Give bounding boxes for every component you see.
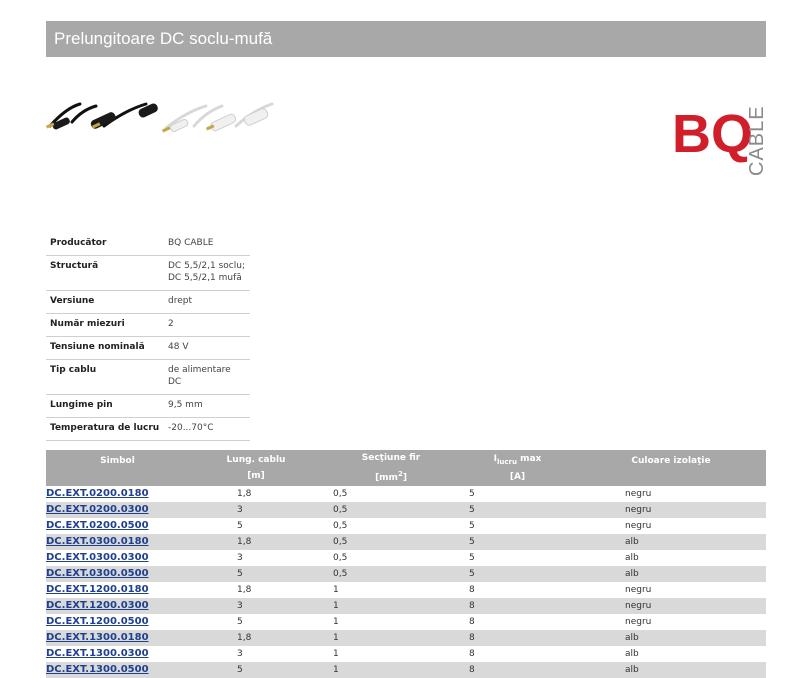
cell-length: 3: [189, 502, 323, 518]
table-row: [46, 614, 766, 630]
cell-color: alb: [576, 630, 766, 646]
spec-key: Tensiune nominală: [46, 337, 164, 360]
product-link[interactable]: DC.EXT.0200.0180: [46, 488, 149, 499]
cell-color: alb: [625, 552, 639, 563]
cell-symbol: [46, 582, 189, 598]
cell-color: alb: [576, 662, 766, 678]
spec-value: BQ CABLE: [164, 233, 250, 256]
cell-current: 5: [459, 534, 576, 550]
header-color: Culoare izolaţie: [576, 450, 766, 486]
cell-current: 8: [459, 630, 576, 646]
cell-section: 1: [333, 648, 339, 659]
table-row: [46, 630, 766, 646]
cell-length: 5: [189, 566, 323, 582]
spec-key: Temperatura de lucru: [46, 418, 164, 441]
cell-length: 5: [189, 662, 323, 678]
spec-value: DC 5,5/2,1 soclu; DC 5,5/2,1 mufă: [164, 256, 250, 291]
cell-current: 5: [469, 520, 475, 531]
spec-key: Tip cablu: [46, 360, 164, 395]
cell-section: 0,5: [323, 502, 459, 518]
cell-length: 1,8: [237, 584, 252, 595]
spec-key: Structură: [46, 256, 164, 291]
header-current: $I_{lucru}$ max [A]: [459, 450, 576, 486]
table-row: [46, 518, 766, 534]
cell-section: 1: [323, 662, 459, 678]
cell-length: 3: [189, 598, 323, 614]
cell-section: 1: [323, 598, 459, 614]
cell-symbol: [46, 550, 189, 566]
table-row: [46, 566, 766, 582]
cell-symbol: [46, 630, 189, 646]
spec-row: [46, 291, 250, 314]
header-length: Lung. cablu [m]: [189, 450, 323, 486]
spec-table: [46, 233, 250, 441]
header-symbol: Simbol: [46, 450, 189, 486]
product-link[interactable]: DC.EXT.0200.0300: [46, 504, 149, 515]
cell-color: negru: [576, 598, 766, 614]
table-row: [46, 550, 766, 566]
cell-section: 1: [333, 584, 339, 595]
cell-symbol: [46, 614, 189, 630]
cell-current: 8: [469, 616, 475, 627]
cell-current: 8: [459, 662, 576, 678]
spec-row: [46, 360, 250, 395]
spec-key: Versiune: [46, 291, 164, 314]
product-link[interactable]: DC.EXT.0300.0500: [46, 568, 149, 579]
cell-color: alb: [576, 534, 766, 550]
cell-section: 1: [323, 630, 459, 646]
table-row: [46, 502, 766, 518]
cell-section: 0,5: [323, 534, 459, 550]
product-image: [46, 98, 276, 140]
cell-current: 8: [459, 598, 576, 614]
spec-row: [46, 418, 250, 441]
svg-text:BQ: BQ: [672, 104, 753, 164]
spec-value: 9,5 mm: [164, 395, 250, 418]
product-link[interactable]: DC.EXT.1200.0500: [46, 616, 149, 627]
cell-length: 1,8: [237, 488, 252, 499]
bq-cable-logo: [668, 100, 768, 192]
page-title: Prelungitoare DC soclu-mufă: [54, 29, 273, 48]
cell-current: 5: [459, 502, 576, 518]
cell-symbol: [46, 646, 189, 662]
cell-section: 1: [333, 616, 339, 627]
cell-current: 5: [459, 566, 576, 582]
cell-symbol: [46, 566, 189, 582]
cell-length: 1,8: [189, 534, 323, 550]
spec-row: [46, 233, 250, 256]
table-row: [46, 662, 766, 678]
cell-color: alb: [576, 566, 766, 582]
header-section: Secţiune fir $[mm^2]$: [323, 450, 459, 486]
table-row: [46, 582, 766, 598]
cell-color: negru: [625, 488, 652, 499]
product-link[interactable]: DC.EXT.1300.0180: [46, 632, 149, 643]
spec-row: [46, 337, 250, 360]
spec-value: drept: [164, 291, 250, 314]
table-row: [46, 534, 766, 550]
spec-value: de alimentare DC: [164, 360, 250, 395]
spec-row: [46, 314, 250, 337]
cell-current: 8: [469, 584, 475, 595]
product-link[interactable]: DC.EXT.1300.0500: [46, 664, 149, 675]
product-link[interactable]: DC.EXT.1200.0300: [46, 600, 149, 611]
title-bar: [46, 21, 766, 57]
cell-color: negru: [576, 502, 766, 518]
product-link[interactable]: DC.EXT.0200.0500: [46, 520, 149, 531]
spec-row: [46, 256, 250, 291]
cell-current: 5: [469, 488, 475, 499]
cell-symbol: [46, 518, 189, 534]
cell-symbol: [46, 598, 189, 614]
svg-text:CABLE: CABLE: [746, 105, 768, 176]
table-row: [46, 598, 766, 614]
product-link[interactable]: DC.EXT.0300.0180: [46, 536, 149, 547]
table-row: [46, 646, 766, 662]
spec-key: Producător: [46, 233, 164, 256]
spec-value: 2: [164, 314, 250, 337]
cell-color: alb: [625, 648, 639, 659]
cell-color: negru: [625, 520, 652, 531]
cell-current: 5: [469, 552, 475, 563]
spec-value: -20...70°C: [164, 418, 250, 441]
cell-symbol: [46, 662, 189, 678]
cell-section: 0,5: [333, 552, 348, 563]
cell-color: negru: [625, 584, 652, 595]
cell-length: 3: [237, 648, 243, 659]
spec-value: 48 V: [164, 337, 250, 360]
cell-symbol: [46, 502, 189, 518]
cell-symbol: [46, 486, 189, 502]
cell-section: 0,5: [323, 566, 459, 582]
cell-length: 3: [237, 552, 243, 563]
table-row: [46, 486, 766, 502]
table-header: [46, 450, 766, 486]
spec-row: [46, 395, 250, 418]
product-link[interactable]: DC.EXT.0300.0300: [46, 552, 149, 563]
product-table: [46, 450, 766, 678]
cell-section: 0,5: [333, 488, 348, 499]
cell-length: 5: [237, 520, 243, 531]
spec-key: Lungime pin: [46, 395, 164, 418]
cell-length: 1,8: [189, 630, 323, 646]
product-link[interactable]: DC.EXT.1200.0180: [46, 584, 149, 595]
cell-symbol: [46, 534, 189, 550]
cell-color: negru: [625, 616, 652, 627]
cell-current: 8: [469, 648, 475, 659]
cell-section: 0,5: [333, 520, 348, 531]
cell-length: 5: [237, 616, 243, 627]
product-link[interactable]: DC.EXT.1300.0300: [46, 648, 149, 659]
spec-key: Număr miezuri: [46, 314, 164, 337]
